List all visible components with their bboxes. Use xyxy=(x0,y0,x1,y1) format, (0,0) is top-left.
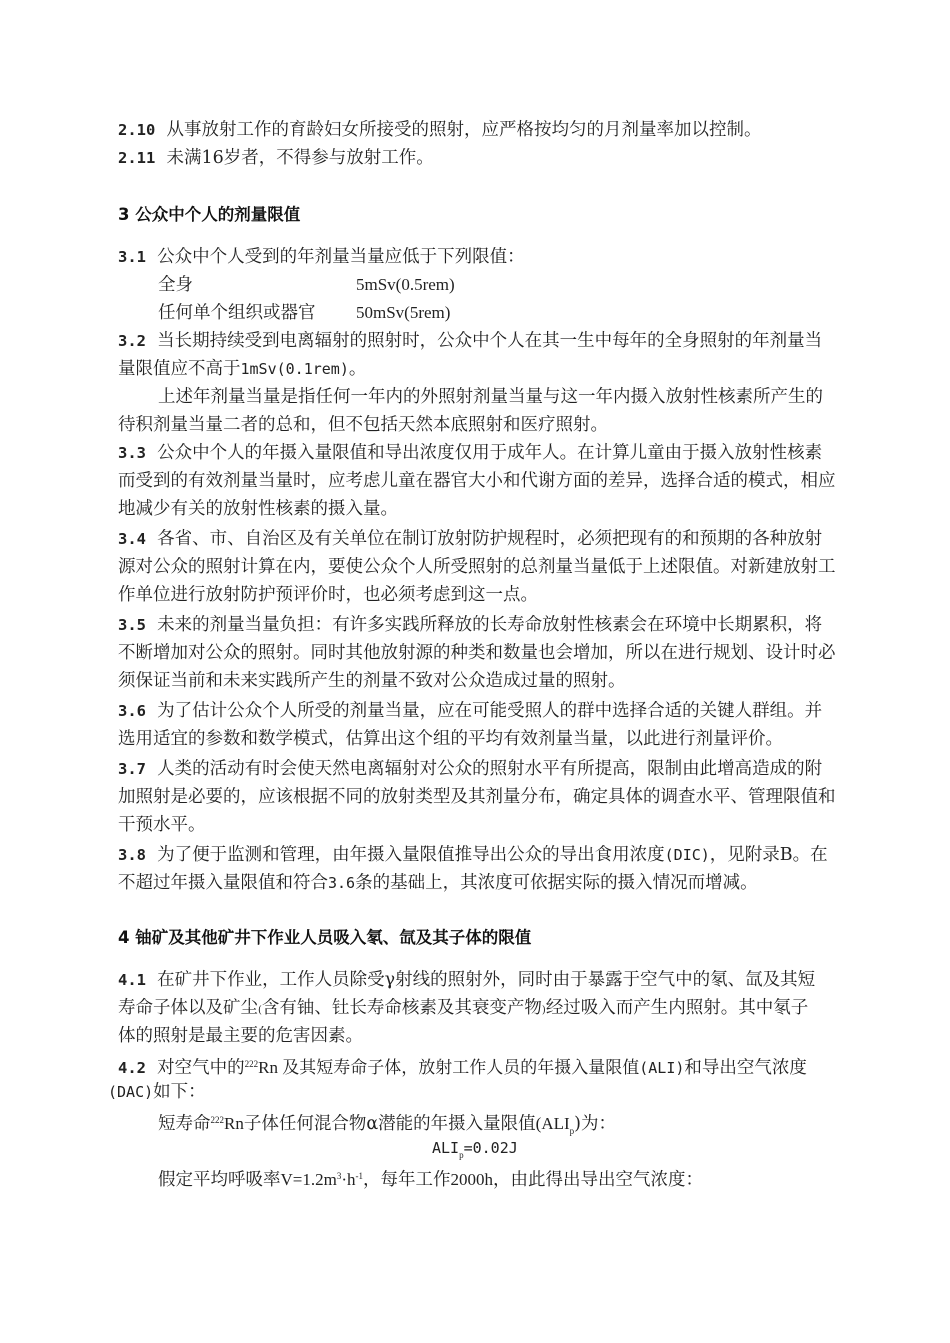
clause-3-7-line-1: 3.7 人类的活动有时会使天然电离辐射对公众的照射水平有所提高，限制由此增高造成的附 xyxy=(118,759,823,779)
clause-3-6-line-1: 3.6 为了估计公众个人所受的剂量当量，应在可能受照人的群中选择合适的关键人群组。并 xyxy=(118,701,823,721)
clause-number: 4.1 xyxy=(118,971,146,989)
clause-3-4-line-3: 作单位进行放射防护预评价时，也必须考虑到这一点。 xyxy=(118,585,538,605)
formula-ali: $ALI_p=0.02J$ xyxy=(432,1139,518,1160)
paragraph-line-1: 上述年剂量当量是指任何一年内的外照射剂量当量与这一年内摄入放射性核素所产生的 xyxy=(158,387,823,407)
limit-row-organ xyxy=(158,301,316,325)
clause-number: 4.2 xyxy=(118,1059,146,1077)
clause-number: 3.2 xyxy=(118,332,146,350)
clause-3-4-line-2: 源对公众的照射计算在内，要使公众个人所受照射的总剂量当量低于上述限值。对新建放射工 xyxy=(118,557,836,577)
clause-3-5-line-1: 3.5 未来的剂量当量负担：有许多实践所释放的长寿命放射性核素会在环境中长期累积，将 xyxy=(118,615,823,635)
clause-3-5-line-2: 不断增加对公众的照射。同时其他放射源的种类和数量也会增加，所以在进行规划、设计时必 xyxy=(118,643,836,663)
clause-3-2-line-1: 3.2 当长期持续受到电离辐射的照射时，公众中个人在其一生中每年的全身照射的年剂量当 xyxy=(118,331,823,351)
clause-text: 公众中个人受到的年剂量当量应低于下列限值： xyxy=(157,247,525,267)
clause-3-4-line-1: 3.4 各省、市、自治区及有关单位在制订放射防护规程时，必须把现有的和预期的各种放射 xyxy=(118,529,823,549)
clause-number: 3.6 xyxy=(118,702,146,720)
clause-4-1-line-2: 寿命子体以及矿尘(含有铀、钍长寿命核素及其衰变产物)经过吸入而产生内照射。其中氡子 xyxy=(118,998,809,1018)
clause-3-2-line-2: 量限值应不高于1mSv(0.1rem)。 xyxy=(118,359,367,379)
clause-2-11 xyxy=(118,146,434,170)
clause-4-1-line-1: 4.1 在矿井下作业，工作人员除受γ射线的照射外，同时由于暴露于空气中的氡、氙及其短 xyxy=(118,970,816,990)
clause-text: 未满16岁者，不得参与放射工作。 xyxy=(166,148,434,168)
clause-3-1 xyxy=(118,245,525,269)
clause-3-5-line-3: 须保证当前和未来实践所产生的剂量不致对公众造成过量的照射。 xyxy=(118,671,626,691)
clause-4-1-line-3: 体的照射是最主要的危害因素。 xyxy=(118,1026,363,1046)
breathing-rate-line: 假定平均呼吸率$V=1.2m^3\cdot h^{-1}$，每年工作2000h，由此得出导出空气浓度： xyxy=(158,1170,704,1190)
clause-4-2-line-1: 4.2 对空气中的$^{222}$Rn 及其短寿命子体，放射工作人员的年摄入量限值(ALI)和导出空气浓度 xyxy=(118,1058,807,1078)
clause-3-6-line-2: 选用适宜的参数和数学模式，估算出这个组的平均有效剂量当量，以此进行剂量评价。 xyxy=(118,729,783,749)
clause-number: 3.3 xyxy=(118,444,146,462)
clause-3-7-line-3: 干预水平。 xyxy=(118,815,206,835)
clause-number: 2.11 xyxy=(118,149,156,167)
clause-3-3-line-3: 地减少有关的放射性核素的摄入量。 xyxy=(118,499,398,519)
clause-number: 3.8 xyxy=(118,846,146,864)
section-heading-4: 4 铀矿及其他矿井下作业人员吸入氡、氙及其子体的限值 xyxy=(118,928,532,947)
limit-value-whole-body: 5mSv(0.5rem) xyxy=(356,275,455,294)
clause-3-8-line-1: 3.8 为了便于监测和管理，由年摄入量限值推导出公众的导出食用浓度(DIC)，见附录B。在 xyxy=(118,845,828,865)
clause-3-7-line-2: 加照射是必要的，应该根据不同的放射类型及其剂量分布，确定具体的调查水平、管理限值和 xyxy=(118,787,836,807)
limit-value-organ: 50mSv(5rem) xyxy=(356,303,451,322)
clause-4-2-line-2: (DAC)如下： xyxy=(108,1082,206,1102)
limit-label: 全身 xyxy=(158,275,193,295)
paragraph-line-2: 待积剂量当量二者的总和，但不包括天然本底照射和医疗照射。 xyxy=(118,415,608,435)
clause-number: 3.5 xyxy=(118,616,146,634)
clause-3-3-line-2: 而受到的有效剂量当量时，应考虑儿童在器官大小和代谢方面的差异，选择合适的模式，相应 xyxy=(118,471,836,491)
clause-number: 3.7 xyxy=(118,760,146,778)
limit-label: 任何单个组织或器官 xyxy=(158,303,316,323)
limit-row-whole-body xyxy=(158,273,193,297)
clause-text: 从事放射工作的育龄妇女所接受的照射，应严格按均匀的月剂量率加以控制。 xyxy=(166,120,762,140)
clause-number: 3.4 xyxy=(118,530,146,548)
short-life-line: 短寿命$^{222}$Rn子体任何混合物α潜能的年摄入量限值$(ALI_p)$为： xyxy=(158,1114,616,1136)
clause-3-8-line-2: 不超过年摄入量限值和符合3.6条的基础上，其浓度可依据实际的摄入情况而增减。 xyxy=(118,873,758,893)
clause-number: 3.1 xyxy=(118,248,146,266)
section-heading-3: 3 公众中个人的剂量限值 xyxy=(118,205,301,224)
clause-2-10 xyxy=(118,118,761,142)
clause-number: 2.10 xyxy=(118,121,156,139)
clause-3-3-line-1: 3.3 公众中个人的年摄入量限值和导出浓度仅用于成年人。在计算儿童由于摄入放射性核素 xyxy=(118,443,823,463)
